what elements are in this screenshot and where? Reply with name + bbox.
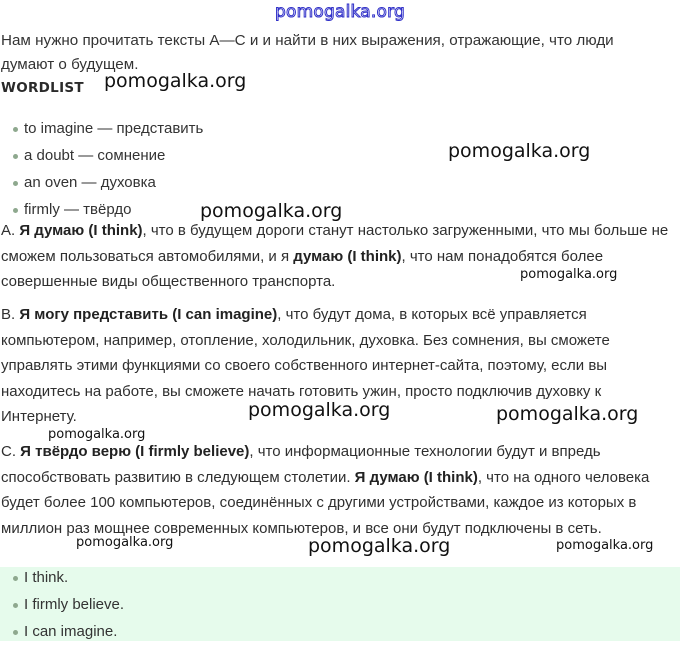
answer-item — [0, 594, 124, 621]
wordlist-entry: an oven — духовка — [24, 174, 156, 191]
watermark: pomogalka.org — [448, 140, 591, 162]
watermark: pomogalka.org — [520, 267, 618, 282]
key-phrase: Я могу представить (I can imagine) — [19, 306, 278, 323]
watermark: pomogalka.org — [76, 535, 174, 550]
paragraph-c — [1, 439, 677, 541]
answer-text: I can imagine. — [24, 623, 118, 640]
bullet-icon — [13, 154, 18, 159]
key-phrase: думаю (I think) — [293, 247, 402, 265]
list-item — [0, 115, 203, 142]
watermark: pomogalka.org — [200, 200, 343, 222]
bullet-icon — [13, 208, 18, 213]
paragraph-text: , что в будущем дороги станут настолько загруженными, что мы больше не сможем пользоваться автомобилями, и я — [1, 222, 669, 265]
answer-text: I think. — [24, 569, 69, 586]
paragraph-text: , что нам понадобятся более совершенные виды общественного транспорта. — [1, 247, 604, 290]
paragraph-label: C. — [1, 443, 16, 460]
intro-text: Нам нужно прочитать тексты A—C и и найти в них выражения, отражающие, что люди думают о будущем. — [1, 32, 614, 73]
watermark: pomogalka.org — [496, 403, 639, 425]
list-item — [0, 169, 203, 196]
bullet-icon — [13, 630, 18, 635]
paragraph-text: , что информационные технологии будут и впредь способствовать развитию в следующем столетии. — [1, 443, 601, 486]
paragraph-label: B. — [1, 306, 16, 323]
watermark: pomogalka.org — [48, 427, 146, 442]
answers-block — [0, 567, 680, 641]
watermark-top: pomogalka.org — [275, 2, 405, 22]
paragraph-text: , что будут дома, в которых всё управляется компьютером, например, отопление, холодильник, духовка. Без сомнения, вы сможете управлять этими функциями со своего собственного интернет-сайта, поэтому, если вы находитесь на работе, вы сможете начать готовить ужин, просто подключив духовку к Интернету. — [1, 306, 610, 425]
paragraph-text: , что на одного человека будет более 100 компьютеров, соединённых с другими устройствами, каждое из которых в миллион раз мощнее современных компьютеров, и все они будут подключены в сеть. — [1, 468, 650, 537]
paragraph-b — [1, 302, 677, 430]
wordlist — [0, 115, 203, 223]
wordlist-entry: firmly — твёрдо — [24, 201, 132, 218]
bullet-icon — [13, 576, 18, 581]
answer-item — [0, 567, 124, 594]
answer-item — [0, 621, 124, 648]
list-item — [0, 142, 203, 169]
key-phrase: Я думаю (I think) — [19, 222, 143, 239]
watermark: pomogalka.org — [248, 399, 391, 421]
wordlist-title: WORDLIST — [1, 80, 84, 96]
bullet-icon — [13, 127, 18, 132]
bullet-icon — [13, 603, 18, 608]
answer-text: I firmly believe. — [24, 596, 125, 613]
wordlist-entry: to imagine — представить — [24, 120, 204, 137]
wordlist-entry: a doubt — сомнение — [24, 147, 166, 164]
watermark: pomogalka.org — [104, 70, 247, 92]
watermark: pomogalka.org — [308, 535, 451, 557]
answers-list — [0, 567, 124, 648]
key-phrase: Я твёрдо верю (I firmly believe) — [20, 443, 250, 460]
paragraph-label: A. — [1, 222, 16, 239]
paragraph-a — [1, 218, 677, 295]
key-phrase: Я думаю (I think) — [354, 468, 478, 486]
watermark: pomogalka.org — [556, 538, 654, 553]
bullet-icon — [13, 181, 18, 186]
